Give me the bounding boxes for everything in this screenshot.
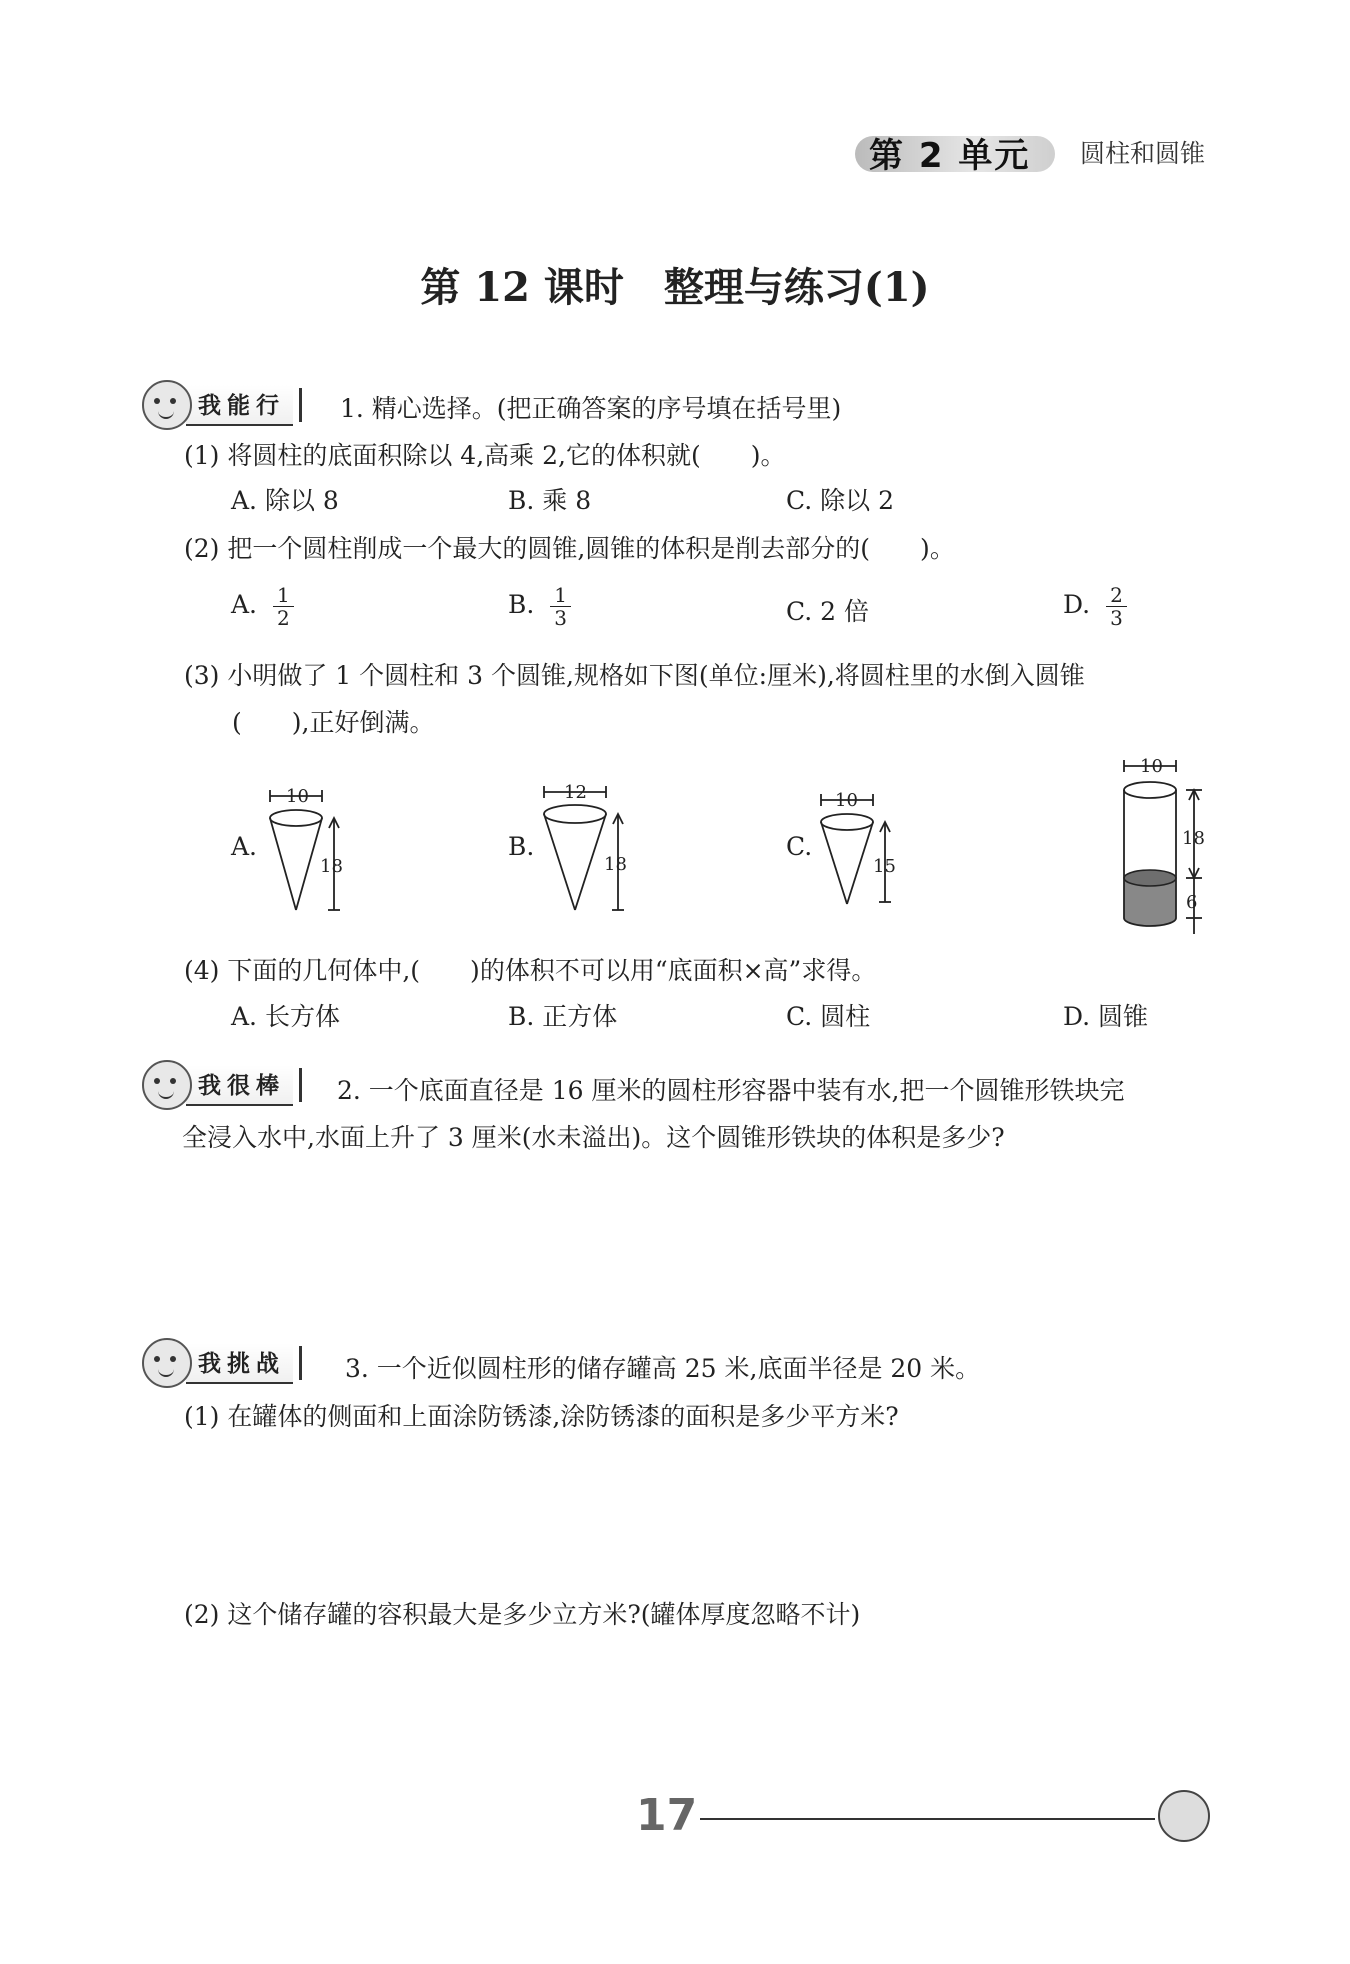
q2-option-a-fraction [273,584,294,629]
cone-figure-b [538,780,638,920]
q4-option-a: A. 长方体 [231,1002,340,1031]
page-number: 17 [636,1790,698,1841]
mascot-icon [142,1060,192,1110]
cylinder-height-label: 18 [1182,828,1205,849]
q2-option-d-letter: D. [1063,590,1091,619]
section2-line1: 2. 一个底面直径是 16 厘米的圆柱形容器中装有水,把一个圆锥形铁块完 [337,1076,1125,1105]
badge-section2 [142,1060,302,1110]
fraction-numerator: 1 [550,584,571,607]
q3-text-line2: ( ),正好倒满。 [232,708,435,737]
badge-divider [299,1346,302,1380]
footer-rule [700,1818,1155,1820]
q4-option-d: D. 圆锥 [1063,1002,1149,1031]
q2-option-c: C. 2 倍 [786,597,869,626]
fraction-denominator: 3 [554,606,568,630]
badge-label: 我能行 [186,385,293,426]
mascot-icon [142,380,192,430]
page-title: 第 12 课时 整理与练习(1) [420,264,930,311]
cone-figure-c [815,784,905,914]
fraction-numerator: 2 [1106,584,1127,607]
q2-option-a-letter: A. [231,590,258,619]
cone-c-diameter-label: 10 [835,790,858,811]
cone-c-height-label: 15 [873,856,896,877]
fraction-denominator: 3 [1110,606,1123,630]
q2-option-b-fraction [550,584,571,629]
section3-q1: (1) 在罐体的侧面和上面涂防锈漆,涂防锈漆的面积是多少平方米? [184,1402,899,1431]
cone-figure-a [262,780,352,920]
q2-text: (2) 把一个圆柱削成一个最大的圆锥,圆锥的体积是削去部分的( )。 [184,534,955,563]
q3-fig-c-letter: C. [786,832,813,861]
q2-option-b [508,584,571,629]
badge-section1 [142,380,302,430]
badge-label: 我很棒 [186,1065,293,1106]
q3-fig-a-letter: A. [231,832,258,861]
badge-divider [299,388,302,422]
cylinder-water-label: 6 [1186,892,1198,913]
q3-fig-b-letter: B. [508,832,535,861]
cone-b-diameter-label: 12 [564,782,587,803]
q1-text: (1) 将圆柱的底面积除以 4,高乘 2,它的体积就( )。 [184,441,786,470]
cone-a-diameter-label: 10 [286,786,309,807]
cylinder-diameter-label: 10 [1140,756,1163,777]
badge-section3 [142,1338,302,1388]
unit-header [855,124,1075,176]
q2-option-a [231,584,294,629]
fraction-numerator: 1 [273,584,294,607]
q2-option-d [1063,584,1127,629]
section3-heading: 3. 一个近似圆柱形的储存罐高 25 米,底面半径是 20 米。 [345,1354,981,1383]
cone-a-height-label: 18 [320,856,343,877]
section3-q2: (2) 这个储存罐的容积最大是多少立方米?(罐体厚度忽略不计) [184,1600,861,1629]
badge-divider [299,1068,302,1102]
unit-label: 第 2 单元 [869,136,1031,176]
section2-line2: 全浸入水中,水面上升了 3 厘米(水未溢出)。这个圆锥形铁块的体积是多少? [182,1123,1005,1152]
cone-b-height-label: 18 [604,854,627,875]
mascot-icon [142,1338,192,1388]
section1-heading: 1. 精心选择。(把正确答案的序号填在括号里) [340,394,842,423]
q3-text-line1: (3) 小明做了 1 个圆柱和 3 个圆锥,规格如下图(单位:厘米),将圆柱里的水倒入圆锥 [184,661,1085,690]
unit-topic: 圆柱和圆锥 [1080,139,1206,168]
badge-label: 我挑战 [186,1343,293,1384]
footer-mascot-icon [1158,1790,1210,1842]
q1-option-b: B. 乘 8 [508,486,592,515]
q4-text: (4) 下面的几何体中,( )的体积不可以用“底面积×高”求得。 [184,956,877,985]
cylinder-figure [1110,752,1230,942]
q4-option-c: C. 圆柱 [786,1002,871,1031]
q2-option-d-fraction [1106,584,1127,629]
q4-option-b: B. 正方体 [508,1002,618,1031]
q1-option-a: A. 除以 8 [231,486,339,515]
fraction-denominator: 2 [276,606,290,630]
q2-option-b-letter: B. [508,590,535,619]
q1-option-c: C. 除以 2 [786,486,894,515]
